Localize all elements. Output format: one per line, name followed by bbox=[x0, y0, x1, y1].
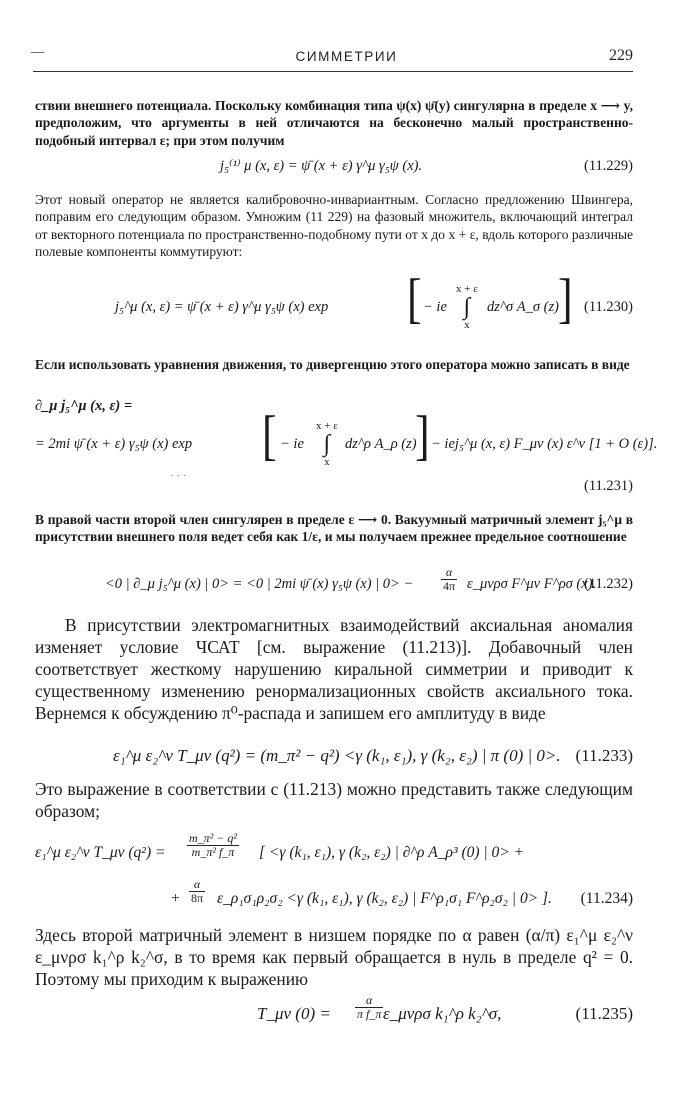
equation-11-232-fraction bbox=[441, 566, 457, 593]
equation-11-232 bbox=[35, 566, 633, 602]
fraction-denominator: π f_π bbox=[357, 1007, 382, 1021]
equation-11-233-number: (11.233) bbox=[575, 746, 633, 765]
equation-11-234-number: (11.234) bbox=[580, 890, 633, 907]
equation-11-234-line1-rest: [ <γ (k₁, ε₁), γ (k₂, ε₂) | ∂^ρ A_ρ³ (0) | 0> + bbox=[259, 844, 525, 861]
equation-11-231-integral bbox=[316, 420, 338, 468]
equation-11-229-number: (11.229) bbox=[584, 158, 633, 174]
equation-11-231-inner: − ie bbox=[280, 436, 304, 452]
equation-11-234-plus: + bbox=[171, 890, 180, 907]
equation-11-230-bracket-close: ] bbox=[558, 267, 573, 329]
equation-11-231-bracket-open: [ bbox=[262, 404, 277, 466]
equation-11-230 bbox=[35, 267, 633, 340]
equation-11-235 bbox=[35, 993, 633, 1032]
paragraph-3 bbox=[35, 356, 633, 373]
equation-11-231-number: (11.231) bbox=[584, 478, 633, 494]
integral-sign: ∫ bbox=[323, 431, 331, 457]
equation-11-231-bracket-close: ] bbox=[415, 404, 430, 466]
running-header: СИММЕТРИИ bbox=[295, 49, 398, 64]
equation-11-230-integral bbox=[456, 283, 478, 331]
equation-11-234-fraction-1 bbox=[187, 832, 239, 859]
paragraph-5 bbox=[35, 614, 633, 724]
fraction-denominator: 4π bbox=[443, 579, 456, 593]
paragraph-6 bbox=[35, 778, 633, 822]
equation-11-232-rhs: ε_μνρσ F^μν F^ρσ (x). bbox=[467, 576, 597, 592]
fraction-numerator: α bbox=[355, 994, 383, 1008]
equation-11-234-line2-rest: ε_ρ₁σ₁ρ₂σ₂ <γ (k₁, ε₁), γ (k₂, ε₂) | F^ρ₁σ₁ F^ρ₂σ₂ | 0> ]. bbox=[217, 890, 552, 907]
paragraph-1-text: ствии внешнего потенциала. Поскольку комбинация типа ψ(x) ψ̄(y) сингулярна в пределе x ⟶ y, предположим, что аргументы в ней отличаются на бесконечно малый пространственно-подобный интервал ε; при этом получим bbox=[35, 98, 633, 148]
paragraph-4-text: В правой части второй член сингулярен в пределе ε ⟶ 0. Вакуумный матричный элемент j₅^μ в присутствии внешнего поля ведет себя как 1/ε, и мы получаем прежнее предельное соотношение bbox=[35, 512, 633, 545]
equation-11-230-integrand: dz^σ A_σ (z) bbox=[487, 299, 559, 315]
page-number: 229 bbox=[609, 47, 633, 64]
equation-11-234 bbox=[35, 830, 633, 920]
equation-11-229-body: j₅⁽¹⁾ μ (x, ε) = ψ̄ (x + ε) γ^μ γ₅ψ (x). bbox=[220, 158, 423, 174]
fraction-numerator: m_π² − q² bbox=[189, 831, 237, 845]
equation-11-234-fraction-2 bbox=[189, 878, 205, 905]
paragraph-6-text: Это выражение в соответствии с (11.213) можно представить также следующим образом; bbox=[35, 779, 633, 821]
equation-11-230-lhs: j₅^μ (x, ε) = ψ̄ (x + ε) γ^μ γ₅ψ (x) exp bbox=[115, 299, 329, 315]
fraction-numerator: α bbox=[441, 566, 457, 580]
equation-11-231-dots: · · · bbox=[170, 470, 187, 482]
fraction-numerator: α bbox=[189, 878, 205, 892]
paragraph-3-text: Если использовать уравнения движения, то дивергенцию этого оператора можно записать в виде bbox=[35, 357, 630, 372]
paragraph-2-text: Этот новый оператор не является калибровочно-инвариантным. Согласно предложению Швингера, поправим его следующим образом. Умножим (11 229) на фазовый множитель, включающий интеграл от векторного потенциала по пространственно-подобному пути от x до x + ε, вдоль которого различные полевые компоненты коммутируют: bbox=[35, 192, 633, 259]
equation-11-230-inner: − ie bbox=[423, 299, 447, 315]
integral-sign: ∫ bbox=[463, 294, 471, 320]
equation-11-235-rhs: ε_μνρσ k₁^ρ k₂^σ, bbox=[383, 1004, 502, 1023]
integral-upper-limit: x + ε bbox=[456, 283, 478, 295]
paragraph-2 bbox=[35, 191, 633, 260]
equation-11-234-lhs: ε₁^μ ε₂^ν T_μν (q²) = bbox=[35, 844, 166, 861]
equation-11-231-integrand: dz^ρ A_ρ (z) bbox=[345, 436, 417, 452]
paragraph-5-text: В присутствии электромагнитных взаимодействий аксиальная аномалия изменяет условие ЧСАТ [см. выражение (11.213)]. Добавочный член соответствует жесткому нарушению киральной симметрии и приводит к существенному изменению ренормализационных свойств аксиального тока. Вернемся к обсуждению π⁰-распада и запишем его амплитуду в виде bbox=[35, 615, 633, 723]
equation-11-231 bbox=[35, 392, 658, 502]
equation-11-231-line2-post: − iej₅^μ (x, ε) F_μν (x) ε^ν [1 + O (ε)]. bbox=[431, 436, 658, 452]
equation-11-233 bbox=[35, 746, 633, 770]
equation-11-230-number: (11.230) bbox=[584, 299, 633, 315]
equation-11-235-fraction bbox=[355, 994, 383, 1021]
equation-11-233-body: ε₁^μ ε₂^ν T_μν (q²) = (m_π² − q²) <γ (k₁, ε₁), γ (k₂, ε₂) | π (0) | 0>. bbox=[113, 746, 561, 765]
integral-lower-limit: x bbox=[464, 319, 470, 331]
equation-11-235-number: (11.235) bbox=[575, 1004, 633, 1023]
integral-upper-limit: x + ε bbox=[316, 420, 338, 432]
fraction-denominator: 8π bbox=[191, 891, 204, 905]
integral-lower-limit: x bbox=[324, 456, 330, 468]
header-dash: — bbox=[31, 44, 44, 59]
equation-11-231-line1: ∂_μ j₅^μ (x, ε) = bbox=[35, 398, 133, 414]
equation-11-230-bracket-open: [ bbox=[407, 267, 422, 329]
paragraph-1 bbox=[35, 97, 633, 149]
paragraph-4 bbox=[35, 511, 633, 546]
equation-11-232-lhs: <0 | ∂_μ j₅^μ (x) | 0> = <0 | 2mi ψ̄ (x) γ₅ψ (x) | 0> − bbox=[105, 576, 414, 592]
equation-11-231-line2-pre: = 2mi ψ̄ (x + ε) γ₅ψ (x) exp bbox=[35, 436, 193, 452]
paragraph-7 bbox=[35, 924, 633, 990]
paragraph-7-text: Здесь второй матричный элемент в низшем порядке по α равен (α/π) ε₁^μ ε₂^ν ε_μνρσ k₁^ρ k₂^σ, в то время как первый обращается в нуль в пределе q² = 0. Поэтому мы приходим к выражению bbox=[35, 925, 633, 989]
equation-11-232-number: (11.232) bbox=[584, 576, 633, 592]
fraction-denominator: m_π² f_π bbox=[191, 845, 235, 859]
header-rule bbox=[33, 71, 633, 72]
equation-11-235-lhs: T_μν (0) = bbox=[257, 1004, 331, 1023]
